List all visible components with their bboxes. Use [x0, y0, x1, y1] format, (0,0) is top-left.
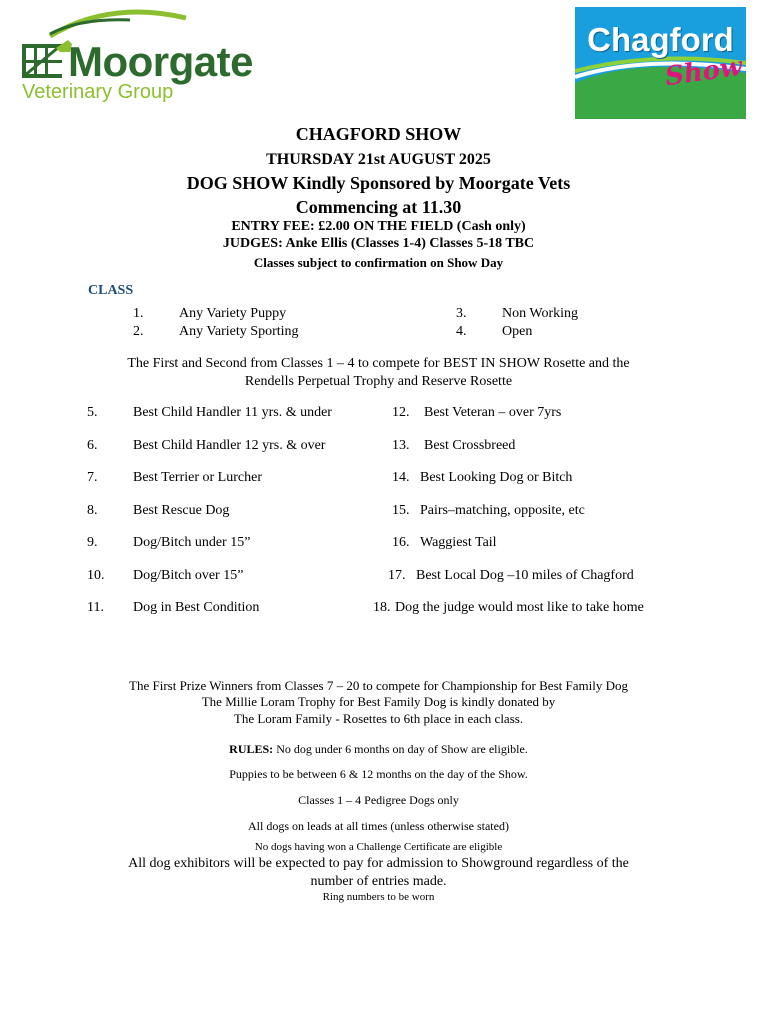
sponsor-line: DOG SHOW Kindly Sponsored by Moorgate Vets	[186, 173, 571, 193]
family-dog-line-1: The First Prize Winners from Classes 7 – 20 to compete for Championship for Best Family Dog	[129, 678, 628, 693]
class-heading: CLASS	[88, 283, 134, 298]
rule-1	[0, 742, 757, 757]
family-dog-line-2: The Millie Loram Trophy for Best Family Dog is kindly donated by	[201, 694, 556, 709]
class-number: 18.	[373, 600, 391, 615]
class-name: Best Terrier or Lurcher	[133, 470, 262, 485]
chagford-logo-show-script: Show	[663, 51, 745, 93]
class-number: 15.	[392, 503, 410, 518]
class-number: 5.	[87, 405, 98, 420]
class-number: 11.	[87, 600, 104, 615]
class-number: 9.	[87, 535, 98, 550]
entry-fee: ENTRY FEE: £2.00 ON THE FIELD (Cash only)	[231, 219, 526, 234]
class-number: 2.	[133, 324, 144, 339]
class-number: 4.	[456, 324, 467, 339]
class-name: Any Variety Sporting	[179, 324, 299, 339]
class-name: Best Veteran – over 7yrs	[424, 405, 562, 420]
class-name: Dog/Bitch over 15”	[133, 568, 244, 583]
rule-3: Classes 1 – 4 Pedigree Dogs only	[298, 793, 459, 807]
page-title: CHAGFORD SHOW	[295, 124, 462, 144]
judges-line: JUDGES: Anke Ellis (Classes 1-4) Classes 5-18 TBC	[222, 236, 535, 251]
confirmation-note: Classes subject to confirmation on Show Day	[253, 255, 504, 270]
class-number: 13.	[392, 438, 410, 453]
moorgate-logo-subtitle: Veterinary Group	[22, 81, 174, 103]
chagford-logo-name: Chagford	[587, 21, 734, 58]
admission-line-1: All dog exhibitors will be expected to pay for admission to Showground regardless of the	[128, 856, 629, 871]
rule-4: All dogs on leads at all times (unless otherwise stated)	[248, 819, 509, 833]
moorgate-logo-name: Moorgate	[68, 38, 253, 85]
start-time: Commencing at 11.30	[295, 197, 462, 217]
rules-label: RULES:	[229, 742, 274, 756]
class-number: 7.	[87, 470, 98, 485]
show-date: THURSDAY 21st AUGUST 2025	[266, 151, 491, 168]
family-dog-line-3: The Loram Family - Rosettes to 6th place in each class.	[233, 711, 524, 726]
class-number: 6.	[87, 438, 98, 453]
class-number: 17.	[388, 568, 406, 583]
chagford-show-logo	[575, 7, 746, 119]
class-name: Open	[502, 324, 533, 339]
class-name: Dog the judge would most like to take home	[395, 600, 644, 615]
class-name: Any Variety Puppy	[179, 306, 287, 321]
class-name: Best Local Dog –10 miles of Chagford	[416, 568, 634, 583]
class-name: Pairs–matching, opposite, etc	[420, 503, 585, 518]
class-number: 1.	[133, 306, 144, 321]
class-number: 10.	[87, 568, 105, 583]
best-in-show-line-2: Rendells Perpetual Trophy and Reserve Rosette	[244, 374, 513, 389]
class-number: 8.	[87, 503, 98, 518]
class-name: Best Rescue Dog	[133, 503, 230, 518]
class-name: Best Crossbreed	[424, 438, 516, 453]
class-name: Best Looking Dog or Bitch	[420, 470, 573, 485]
class-name: Waggiest Tail	[420, 535, 497, 550]
rule-2: Puppies to be between 6 & 12 months on the day of the Show.	[229, 767, 528, 781]
admission-line-2: number of entries made.	[310, 874, 447, 889]
class-name: Best Child Handler 12 yrs. & over	[133, 438, 326, 453]
class-name: Non Working	[502, 306, 579, 321]
rule-5: No dogs having won a Challenge Certificate are eligible	[254, 841, 503, 853]
class-name: Best Child Handler 11 yrs. & under	[133, 405, 332, 420]
class-number: 14.	[392, 470, 410, 485]
class-number: 16.	[392, 535, 410, 550]
class-number: 12.	[392, 405, 410, 420]
best-in-show-line-1: The First and Second from Classes 1 – 4 to compete for BEST IN SHOW Rosette and the	[127, 356, 630, 371]
class-number: 3.	[456, 306, 467, 321]
rule-1-text: No dog under 6 months on day of Show are eligible.	[276, 742, 528, 756]
class-name: Dog in Best Condition	[133, 600, 260, 615]
class-name: Dog/Bitch under 15”	[133, 535, 251, 550]
ring-numbers-note: Ring numbers to be worn	[322, 891, 435, 903]
